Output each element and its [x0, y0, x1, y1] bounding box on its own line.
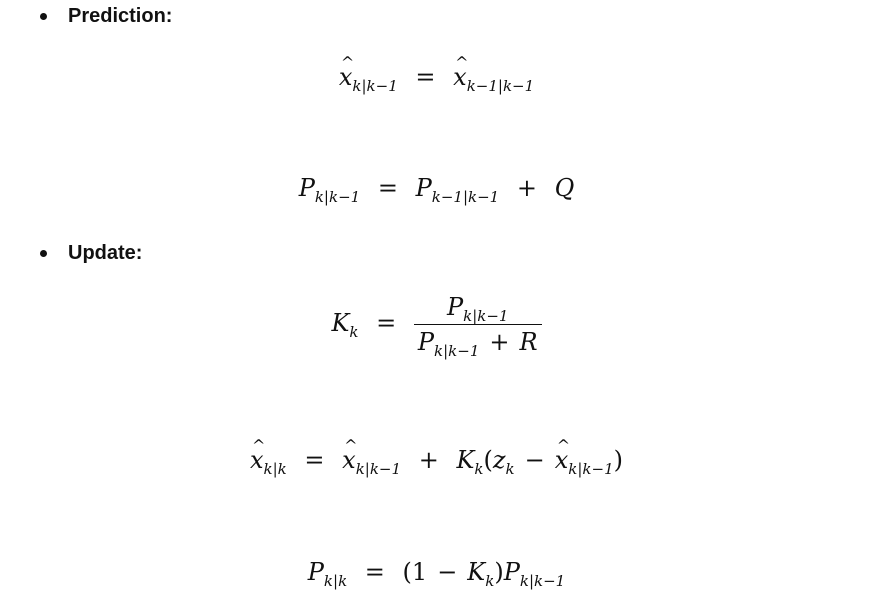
fraction-denominator: $P_{k|k-1} + R$	[414, 324, 542, 357]
equation-state-update: ^ $x_{k|k}$ = ^ $x_{k|k-1} + K_k(z_k$ −^ $x_{k|k-1}$)	[0, 445, 873, 475]
fraction-numerator: $P_{k|k-1}$	[446, 293, 509, 325]
equation-covariance-update: $P_{k|k} = (1 - K_k)P_{k|k-1}$	[307, 558, 566, 590]
prediction-bullet	[40, 13, 47, 20]
update-bullet	[40, 250, 47, 257]
equation-covariance-prediction: $P_{k|k-1} = P_{k-1|k-1} + Q$	[298, 174, 575, 206]
x-hat-symbol: ^ x	[339, 62, 353, 92]
equation-kalman-gain: $K_k$ = $\frac{P_{k|k-1}}{P_{k|k-1} + R}$	[0, 292, 873, 357]
gain-fraction	[414, 292, 542, 360]
x-hat-symbol: ^ x	[453, 62, 467, 92]
update-heading: Update:	[68, 242, 143, 264]
equation-state-prediction: ^ $x_{k|k-1}$ = ^ $x_{k-1|k-1}$	[0, 62, 873, 92]
prediction-heading: Prediction:	[68, 5, 173, 27]
